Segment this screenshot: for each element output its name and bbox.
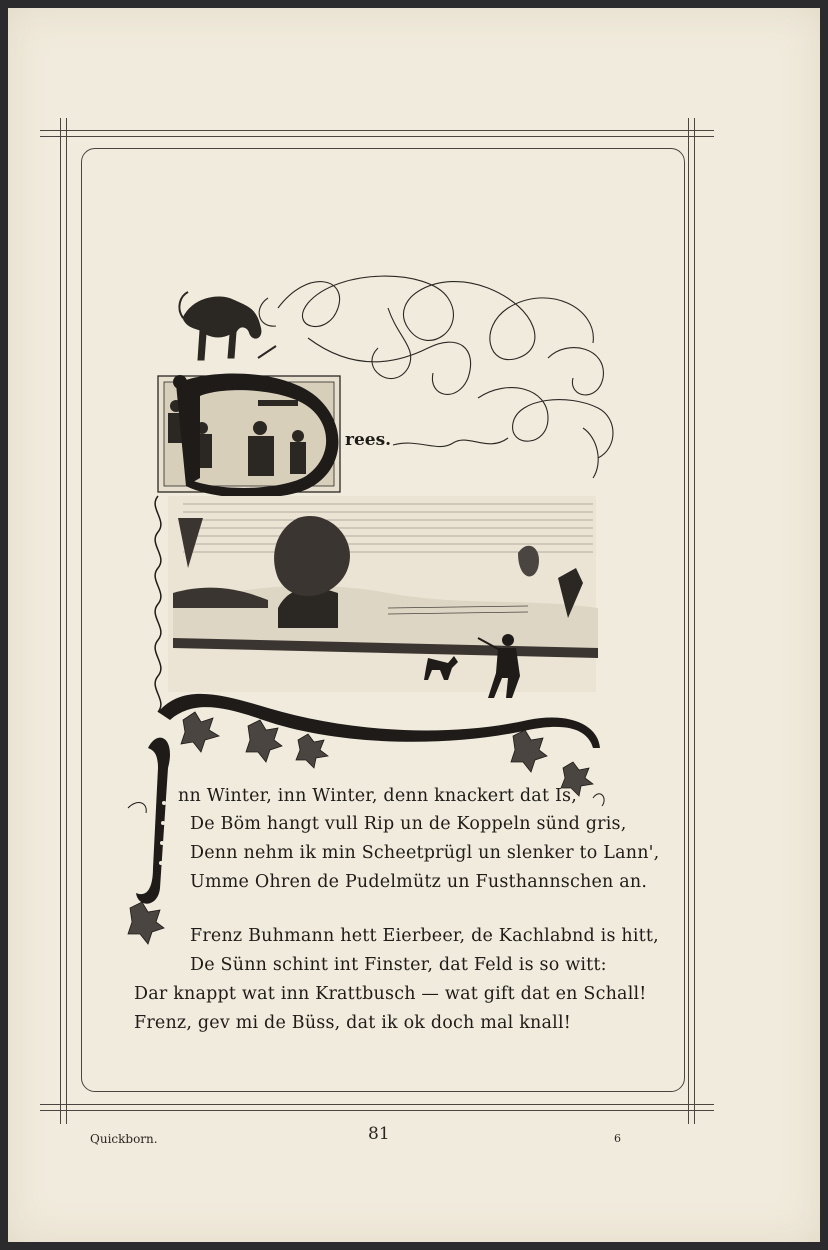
stanza1-line3: Denn nehm ik min Scheetprügl un slenker to Lann', [190, 843, 660, 863]
stanza1-line1: nn Winter, inn Winter, denn knackert dat Is, [178, 786, 577, 806]
initial-letter-box [158, 373, 340, 498]
stanza2-line2: De Sünn schint int Finster, dat Feld is so witt: [190, 955, 607, 975]
stanza1-line4: Umme Ohren de Pudelmütz un Fusthannschen an. [190, 872, 648, 892]
page-number: 81 [368, 1124, 390, 1144]
winter-landscape [168, 496, 598, 698]
stanza2-line3: Dar knappt wat inn Krattbusch — wat gift dat en Schall! [134, 984, 647, 1004]
book-page [8, 8, 820, 1242]
left-ornament-band [155, 496, 161, 712]
running-footer-title: Quickborn. [90, 1132, 158, 1146]
poem-title-rest: rees. [345, 430, 392, 450]
illustration-group [8, 8, 820, 1242]
stanza2-line4: Frenz, gev mi de Büss, dat ik ok doch mal knall! [134, 1013, 571, 1033]
stanza1-line2: De Böm hangt vull Rip un de Koppeln sünd gris, [190, 814, 627, 834]
signature-mark: 6 [614, 1132, 621, 1145]
stanza2-line1: Frenz Buhmann hett Eierbeer, de Kachlabnd is hitt, [190, 926, 659, 946]
horse-figure [179, 292, 276, 360]
initial-I [136, 738, 170, 904]
